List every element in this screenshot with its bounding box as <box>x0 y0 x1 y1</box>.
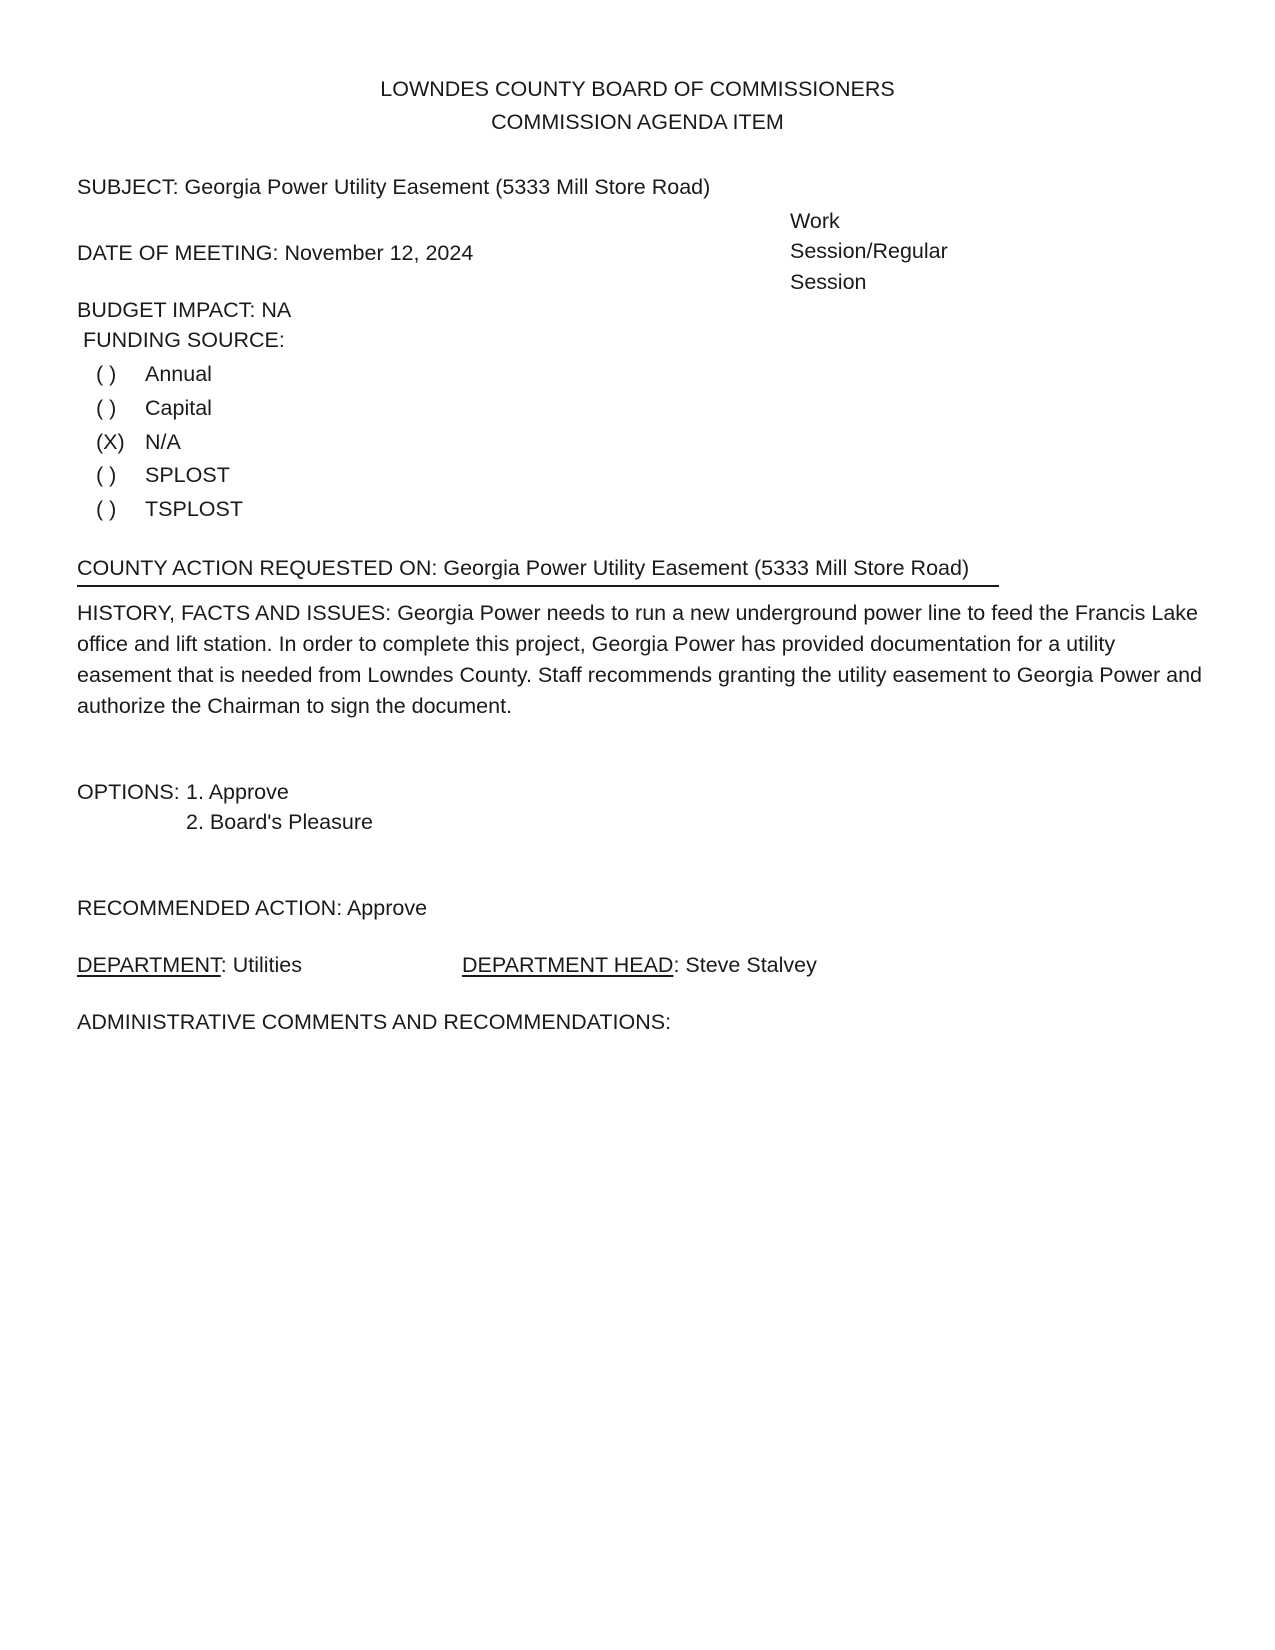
session-line-2: Session/Regular <box>790 239 948 263</box>
header-line-1: LOWNDES COUNTY BOARD OF COMMISSIONERS <box>380 77 895 101</box>
department-value: : Utilities <box>220 953 302 977</box>
funding-label-splost: SPLOST <box>145 463 230 487</box>
funding-label-capital: Capital <box>145 396 212 420</box>
budget-impact: BUDGET IMPACT: NA <box>77 298 292 322</box>
department-label: DEPARTMENT <box>77 953 221 977</box>
subject: SUBJECT: Georgia Power Utility Easement (5333 Mill Store Road) <box>77 175 711 199</box>
funding-source-label: FUNDING SOURCE: <box>83 328 285 352</box>
funding-mark-na: (X) <box>96 430 125 454</box>
county-action-rule <box>77 585 999 587</box>
funding-mark-splost: ( ) <box>96 463 117 487</box>
department <box>77 953 302 978</box>
department-head-value: : Steve Stalvey <box>673 953 817 977</box>
department-head-label: DEPARTMENT HEAD <box>462 953 674 977</box>
history-facts-issues: HISTORY, FACTS AND ISSUES: Georgia Power needs to run a new underground power line to feed the Francis Lake office and lift station. In order to complete this project, Georgia Power has provided documentation for a utility easement that is needed from Lowndes County. Staff recommends granting the utility easement to Georgia Power and authorize the Chairman to sign the document. <box>77 601 1203 718</box>
options-label: OPTIONS: <box>77 780 180 804</box>
funding-mark-tsplost: ( ) <box>96 497 117 521</box>
funding-label-na: N/A <box>145 430 181 454</box>
recommended-action: RECOMMENDED ACTION: Approve <box>77 896 428 920</box>
funding-mark-capital: ( ) <box>96 396 117 420</box>
department-head <box>462 953 817 978</box>
header-line-2: COMMISSION AGENDA ITEM <box>491 110 784 134</box>
administrative-comments: ADMINISTRATIVE COMMENTS AND RECOMMENDATIONS: <box>77 1010 672 1034</box>
session-line-3: Session <box>790 270 867 294</box>
funding-mark-annual: ( ) <box>96 362 117 386</box>
funding-label-tsplost: TSPLOST <box>145 497 243 521</box>
option-2: 2. Board's Pleasure <box>186 810 373 834</box>
date-of-meeting: DATE OF MEETING: November 12, 2024 <box>77 241 474 265</box>
option-1: 1. Approve <box>186 780 289 804</box>
county-action-requested: COUNTY ACTION REQUESTED ON: Georgia Power Utility Easement (5333 Mill Store Road) <box>77 556 970 580</box>
funding-label-annual: Annual <box>145 362 212 386</box>
session-line-1: Work <box>790 209 840 233</box>
